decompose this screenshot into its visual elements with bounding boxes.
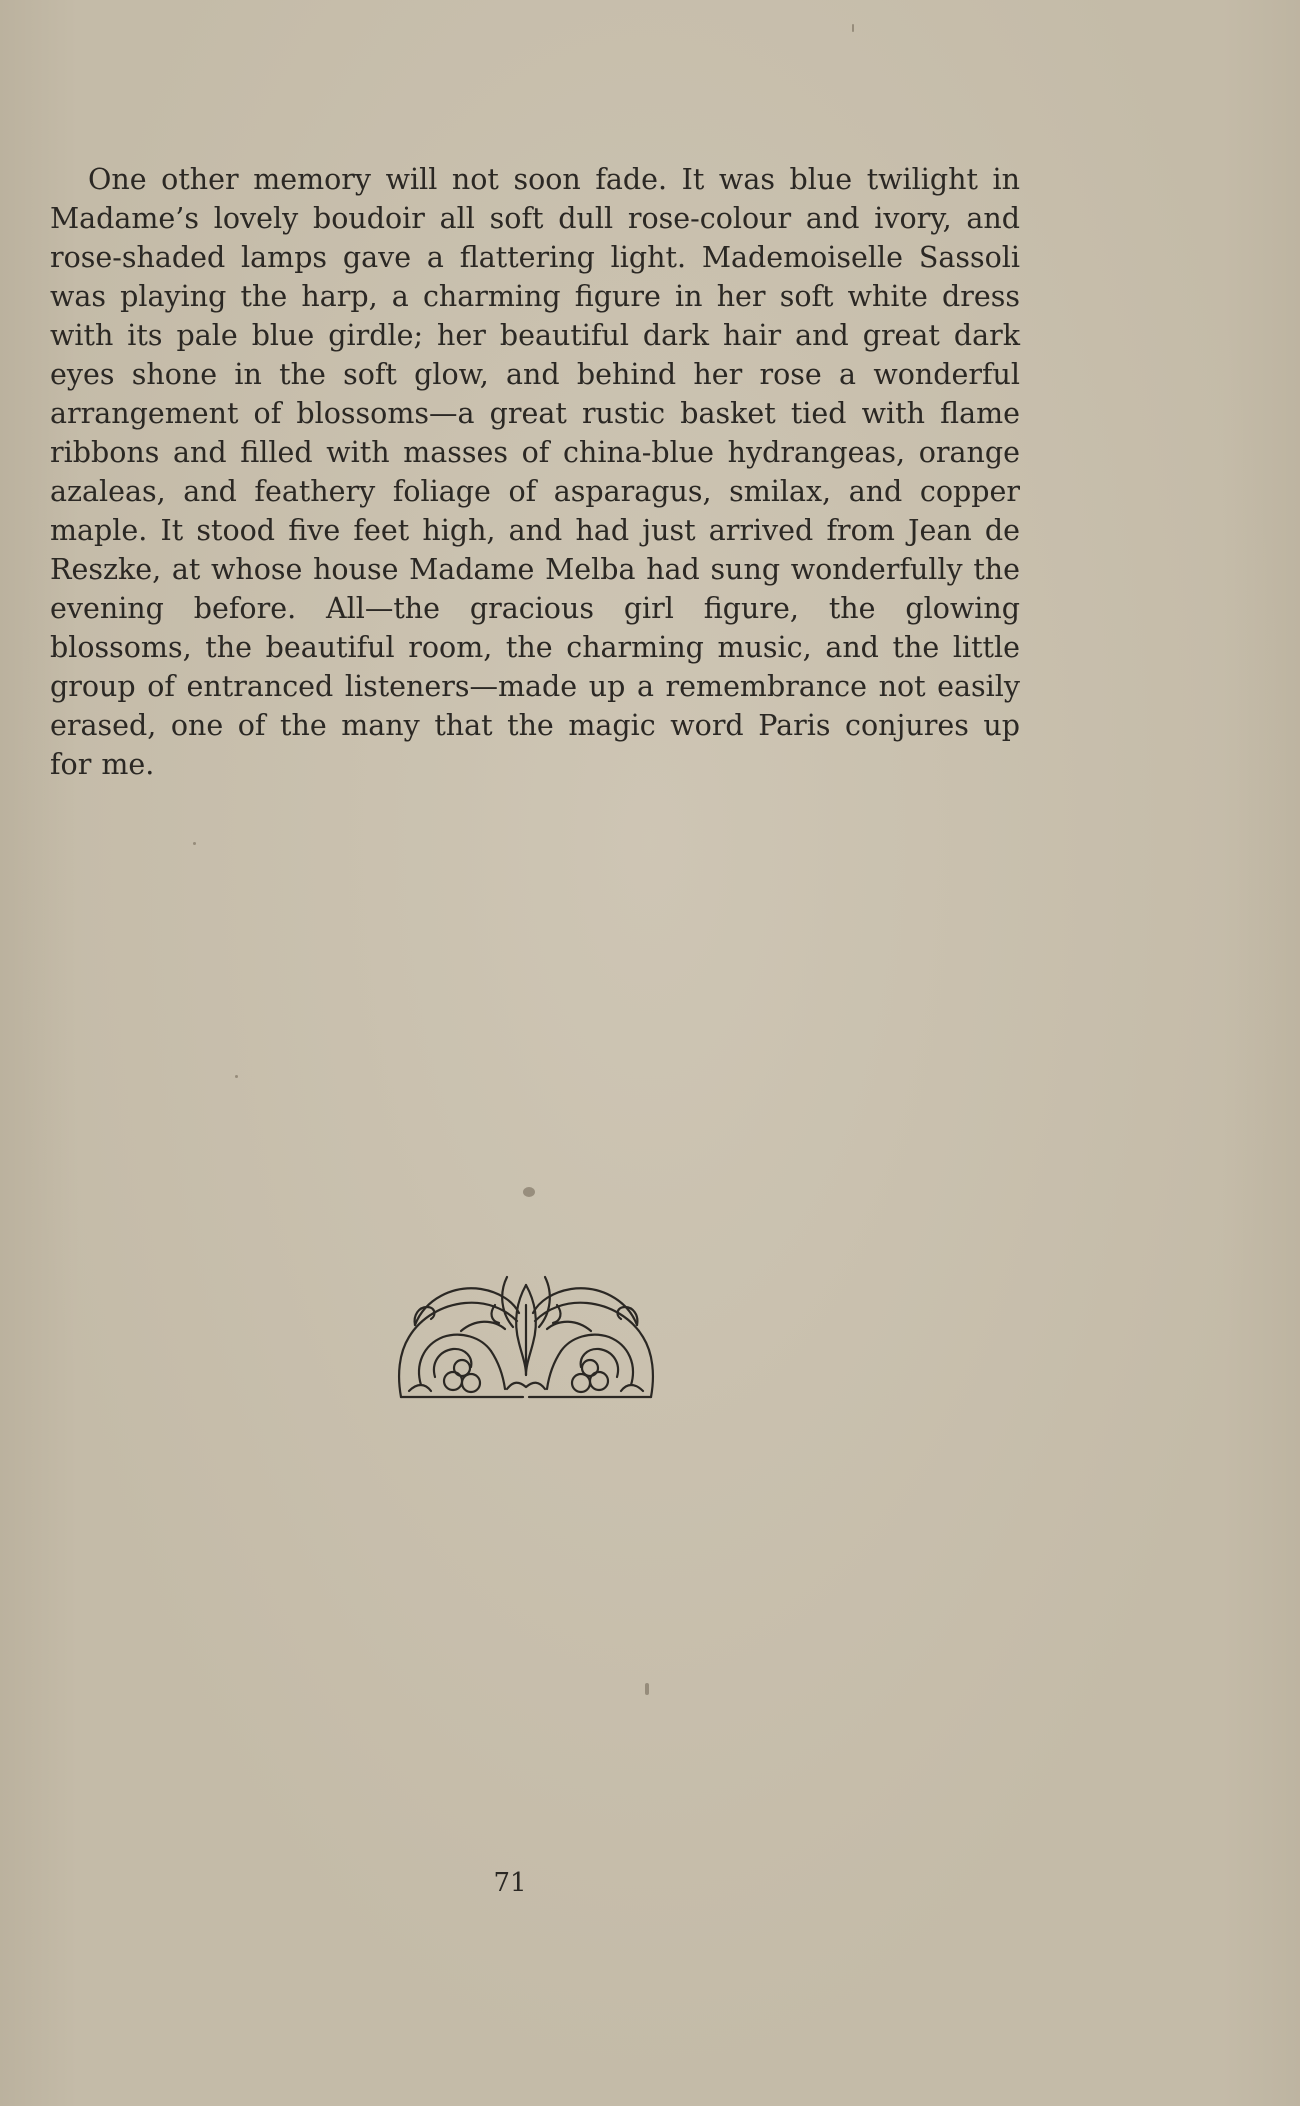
paper-speck (852, 24, 854, 32)
paper-speck (193, 842, 196, 845)
floral-tailpiece-icon (395, 1265, 657, 1405)
page-number: 71 (493, 1868, 527, 1898)
paper-speck (235, 1075, 238, 1078)
paper-speck (645, 1683, 649, 1695)
paper-speck (523, 1187, 535, 1197)
body-paragraph: One other memory will not soon fade. It was blue twilight in Madame’s lovely boudoir all soft dull rose-colour and ivory, and rose-shaded lamps gave a flattering light. Mademoiselle Sassoli was playing the harp, a charming figure in her soft white dress with its pale blue girdle; her beautiful dark hair and great dark eyes shone in the soft glow, and behind her rose a wonderful arrangement of blossoms—a great rustic basket tied with flame ribbons and filled with masses of china-blue hydrangeas, orange azaleas, and feathery foliage of asparagus, smilax, and copper maple. It stood five feet high, and had just arrived from Jean de Reszke, at whose house Madame Melba had sung wonderfully the evening before. All—the gracious girl figure, the glowing blossoms, the beautiful room, the charming music, and the little group of entranced listeners—made up a remembrance not easily erased, one of the many that the magic word Paris conjures up for me. (50, 163, 1020, 781)
